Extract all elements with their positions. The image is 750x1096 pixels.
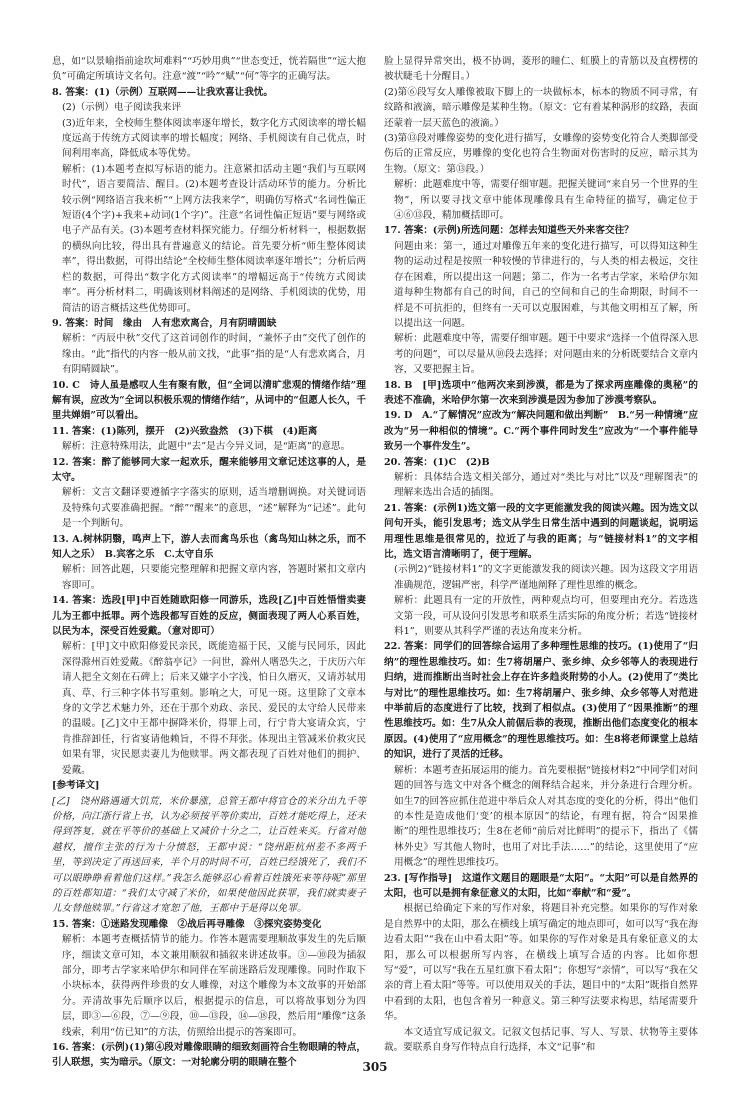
- question-18-answer: 18. B [甲]选项中“他两次来到涉漠，都是为了探求两座雕像的奥秘”的表述不准确，米哈伊尔第一次来到涉漠是因为参加了涉漠考察队。: [384, 379, 698, 406]
- reference-translation-heading: [参考译文]: [52, 780, 100, 792]
- paragraph: 解析：文言文翻译要遵循字字落实的原则，适当增删调换。对关键词语及特殊句式要准确把握。“醉”“醒来”的意思，“述”解释为“记述”。此句是一个判断句。: [62, 487, 366, 530]
- paragraph: 解析：此题难度中等，需要仔细审题。把握关键词“来自另一个世界的生物”，所以要寻找文章中能体现雕像具有生命特征的描写，确定位于④⑥⑬段，精加概括即可。: [394, 179, 698, 222]
- question-11-answer: 11. 答案：(1)陈列，摆开 (2)兴致盎然 (3)下棋 (4)距离: [52, 425, 318, 437]
- paragraph: 解析：(1)本题考查拟写标语的能力。注意紧扣活动主题“我们与互联网时代”，语言要简洁、醒目。(2)本题考查设计活动环节的能力。分析比较示例“网络语言我来析”“上网方法我来学”，明确仿写格式“名词性偏正短语(4个字)+我来+动词(1个字)”。注意“名词性偏正短语”要与网络或电子产品有关。(3)本题考查材料探究能力。仔细分析材料一，根据数据的横纵向比较，得出具有普遍意义的结论。首先要分析“师生整体阅读率”，得出数据，可得出结论“全校师生整体阅读率逐年增长”；分析后两栏的数据，可得出“数字化方式阅读率”的增幅远高于“传统方式阅读率”。再分析材料二，明确该则材料阐述的是网络、手机阅读的优势，用简洁的语言概括这些优势即可。: [62, 163, 366, 314]
- paragraph: (2)第⑥段写女人雕像被取下脚上的一块做标本，标本的物质不同寻常，有纹路和液滴，暗示雕像是某种生物。（原文：它有着某种涡形的纹路，表面还蒙着一层天蓝色的液滴。）: [384, 86, 698, 129]
- question-9-answer: 9. 答案：时间 缘由 人有悲欢离合，月有阴晴圆缺: [52, 317, 277, 329]
- paragraph: 问题由来：第一，通过对雕像五年来的变化进行描写，可以得知这种生物的运动过程是按照一种较慢的节律进行的，与人类的相去极远，交往存在困难，所以提出这一问题；第二，作为一名考古学家，米哈伊尔知道每种生物都有自己的时间，自己的空间和自己的生命期限，时间不一样是不可抗拒的，但终有一天可以克服困难，与其他文明相互了解，所以提出这一问题。: [394, 240, 698, 329]
- question-19-answer: 19. D A.“了解情况”应改为“解决问题和做出判断” B.“另一种情境”应改为“另一种相似的情境”。C.“两个事件同时发生”应改为“一个事件能导致另一个事件发生”。: [384, 410, 698, 453]
- right-column: [384, 54, 698, 1056]
- question-22-answer: 22. 答案：同学们的回答综合运用了多种理性思维的技巧。(1)使用了“归纳”的理性思维技巧。如：生7将胡屠户、张乡绅、众乡邻等人的表现进行归纳，进而推断出当时社会上存在许多趋炎附势的小人。(2)使用了“类比与对比”的理性思维技巧。如：生7将胡屠户、张乡绅、众乡邻等人对范进中举前后的态度进行了比较，找到了相似点。(3)使用了“因果推断”的理性思维技巧。如：生7从众人前倨后恭的表现，推断出他们态度变化的根本原因。(4)使用了“应用概念”的理性思维技巧。如：生8将老师课堂上总结的知识，进行了灵活的迁移。: [384, 641, 698, 761]
- paragraph: 解析：具体结合选文相关部分，通过对“类比与对比”以及“理解图表”的理解来选出合适的插图。: [394, 471, 698, 499]
- paragraph: 息，如“以景喻指前途坎坷难料”“巧妙用典”“世态变迁，恍若隔世”“远大抱负”可确定所填诗文名句。注意“渡”“吟”“赋”“何”等字的正确写法。: [52, 56, 366, 83]
- question-8-answer: 8. 答案：(1)（示例）互联网——让我欢喜让我忧。: [52, 86, 273, 98]
- question-10-answer: 10. C 诗人虽是感叹人生有聚有散，但“全词以清旷悲观的情绪作结”理解有误，应改为“全词以积极乐观的情绪作结”，从词中的“但愿人长久，千里共婵娟”可以看出。: [52, 379, 366, 422]
- question-21-answer: 21. 答案：(示例1)选文第一段的文字更能激发我的阅读兴趣。因为选文以问句开头，能引发思考；选文从学生日常生活中遇到的问题谈起，说明运用理性思维是很常见的，拉近了与我的距离；与“链接材料1”的文字相比，选文语言清晰明了，便于理解。: [384, 502, 699, 560]
- question-12-answer: 12. 答案：醉了能够同大家一起欢乐，醒来能够用文章记述这事的人，是太守。: [52, 456, 366, 483]
- question-14-answer: 14. 答案：选段[甲]中百姓随欧阳修一同游乐，选段[乙]中百姓悟惜卖妻儿为王都中抵罪。两个选段都写百姓的反应，侧面表现了两人心系百姓，以民为本，深受百姓爱戴。（意对即可）: [52, 595, 366, 638]
- question-15-answer: 15. 答案：①迷路发现雕像 ②战后再寻雕像 ③探究姿势变化: [52, 918, 322, 930]
- question-20-answer: 20. 答案：(1)C (2)B: [384, 456, 490, 468]
- paragraph: (3)近年来，全校师生整体阅读率逐年增长，数字化方式阅读率的增长幅度远高于传统方式阅读率的增长幅度；网络、手机阅读有自己优点，时间利用率高，降低成本等优势。: [62, 117, 366, 160]
- paragraph: 脸上显得异常突出，极不协调，菱形的瞳仁、虹膜上的青筋以及直楞楞的被状睫毛十分醒目。）: [384, 56, 698, 83]
- question-16-answer: 16. 答案：(示例)(1)第④段对雕像眼睛的细致刻画符合生物眼睛的特点，引人联想，实为暗示。（原文：一对轮廓分明的眼睛在整个: [52, 1042, 366, 1069]
- page-number: 305: [362, 1060, 388, 1074]
- left-column: [52, 54, 366, 1069]
- paragraph: (示例2)“链接材料1”的文字更能激发我的阅读兴趣。因为这段文字用语准确规范，逻辑严密，科学严谨地阐释了理性思维的概念。: [394, 564, 698, 591]
- paragraph: 本文适宜写成记叙文。记叙文包括记事、写人、写景、状物等主要体裁。要联系自身写作特点自行选择，本文“记事”和: [384, 1026, 698, 1053]
- paragraph: (2)（示例）电子阅读我来评: [62, 102, 182, 114]
- paragraph: 解析：此题难度中等，需要仔细审题。题干中要求“选择一个值得深入思考的问题”，可以尽量从⑩段去选择；对问题由来的分析既要结合文章内容，又要把握主旨。: [394, 333, 698, 376]
- paragraph: 根据已给确定下来的写作对象，将题目补充完整。如果你的写作对象是自然界中的太阳，那么在横线上填写确定的地点即可，如可以写“我在海边看太阳”“我在山中看太阳”等。如果你的写作对象是具有象征意义的太阳，那么可以根据所写内容，在横线上填写合适的内容。比如你想写“爱”，可以写“我在五星红旗下看太阳”；你想写“亲情”，可以写“我在父亲的背上看太阳”等等。可以使用双关的手法，题目中的“太阳”既指自然界中看到的太阳，也包含着另一种意义。第三种写法要求构思，结尾需要升华。: [384, 903, 698, 1023]
- paragraph: (3)第⑬段对雕像姿势的变化进行描写，女雕像的姿势变化符合人类脚部受伤后的正常反应，男雕像的变化也符合生物面对伤害时的反应，暗示其为生物。（原文：第⑬段。）: [384, 133, 698, 175]
- reference-translation: [乙] 饶州路遇通大饥荒，米价暴涨，总管王都中将官仓的米分出九千等价格，向江浙行省上书，认为必须按平等价卖出，百姓才能吃得上，还未得到答复，就在平等价的基础上又减价十分之二，让百姓来买。行省对他越权，擅作主张的行为十分愤怒，王都中说：“饶州距杭州差不多两千里，等到决定了再送回来，半个月的时间不可，百姓已经饿死了，我们不可以眼睁睁看着他们这样。”我怎么能够忍心看着百姓饿死来等待呢”那里的百姓都知道：“我们太守减了米价，如果使他因此获罪，我们就卖妻子儿女替他赎罪。”行省这才宽恕了他，王都中于是得以免罪。: [52, 795, 366, 915]
- question-17-answer: 17. 答案：(示例)所选问题：怎样去知道些天外来客交往？: [384, 225, 634, 237]
- paragraph: 解析：回答此题，只要能完整理解和把握文章内容，答题时紧扣文章内容即可。: [62, 564, 366, 591]
- question-23-writing-guide: 23. [写作指导] 这道作文题目的题眼是“太阳”。“太阳”可以是自然界的太阳，也可以是拥有象征意义的太阳，比如“奉献”和“爱”。: [384, 872, 698, 899]
- paragraph: 解析：注意特殊用法，此题中“去”是古今异义词，是“距离”的意思。: [62, 441, 351, 453]
- paragraph: 解析：本题考查概括情节的能力。作答本题需要理顺故事发生的先后顺序，细读文章可知，本文兼用顺叙和插叙来讲述故事。③—⑩段为插叙部分，即考古学家来哈伊尔和同伴在军前迷路后发现雕像。同时作取下小块标本，获得两件珍贵的女人雕像，对这个雕像为本文故事的开始部分。弄清故事先后顺序以后，根据提示的信息，可以将故事划分为四层，即③—⑥段，⑦—⑨段，⑩—⑬段，⑭—⑱段，然后用“雕像”这条线索，利用“仿已知”的方法，仿照给出提示的答案即可。: [62, 934, 366, 1038]
- paragraph: 解析：本题考查拓展运用的能力。首先要根据“链接材料2”中同学们对问题的回答与选文中对各个概念的阐释结合起来，并分条进行合理分析。如生7的回答应抓住范进中举后众人对其态度的变化的分析，得出“他们的本性是造成他们‘变’的根本原因”的结论，有理有据，符合“因果推断”的理性思维技巧；生8在老师“前后对比鲜明”的提示下，指出了《儒林外史》写其他人物时，也用了对比手法……”的结论，这里使用了“应用概念”的理性思维技巧。: [394, 764, 698, 869]
- paragraph: 解析：[甲]文中欧阳修爱民亲民，既能造福于民，又能与民同乐，因此深得滁州百姓爱戴。《醉翁亭记》一问世，滁州人嗜恐失之，于庆历六年请人把全文刻在石碑上；后来又嫌字小字浅，怕日久磨灭，又请苏轼用真、草、行三种字体书写重刻。影响之大，可见一斑。这里除了文章本身的文学艺术魅力外，还在于那个劝政、亲民、爱民的太守给人民带来的温暖。[乙]文中王都中摒降米价，得罪上司，行宁肯大宴请众宾，宁肯推辞卸任，行省宴请他赖旨，不得不拜张。体现出主管减米价救灾民如果有罪，灾民愿卖妻儿为他赎罪。两文都表现了百姓对他们的拥护、爱戴。: [62, 641, 366, 776]
- question-13-answer: 13. A.树林阴翳，鸣声上下，游人去而禽鸟乐也（禽鸟知山林之乐，而不知人之乐） B.宾客之乐 C.太守自乐: [52, 533, 366, 560]
- paragraph: 解析：此题具有一定的开放性，两种观点均可，但要理由充分。若选选文第一段，可从设问引发思考和联系生活实际的角度分析；若选“链接材料1”，则要从其科学严谨的表达角度来分析。: [394, 595, 698, 638]
- paragraph: 解析：“丙辰中秋”交代了这首词创作的时间，“兼怀子由”交代了创作的缘由。“此”指代的内容一般从前文找，“此事”指的是“人有悲欢离合，月有阴晴圆缺”。: [62, 333, 366, 376]
